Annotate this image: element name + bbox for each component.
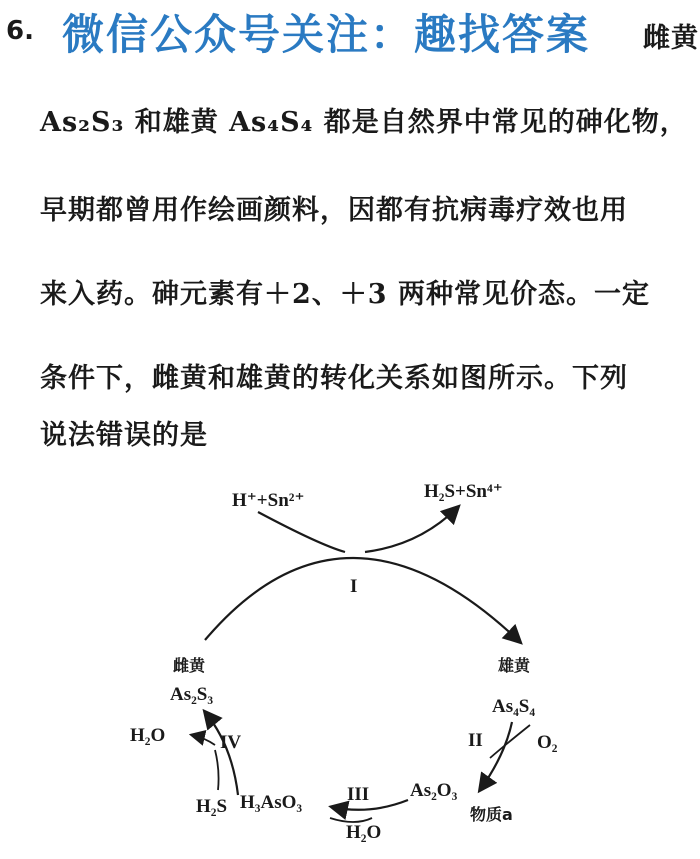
arc-step-IV bbox=[205, 712, 238, 795]
label-step-III: III bbox=[347, 784, 370, 805]
reagent-in-curve bbox=[258, 512, 345, 552]
h2o-left-curve bbox=[192, 735, 215, 745]
question-line-2: As₂S₃ 和雄黄 As₄S₄ 都是自然界中常见的砷化物， bbox=[40, 107, 688, 138]
label-o2: O₂ bbox=[537, 732, 558, 753]
arc-step-II bbox=[480, 722, 512, 790]
label-substance-a: 物质a bbox=[470, 805, 513, 824]
arc-step-III bbox=[332, 800, 408, 810]
reagent-out-curve bbox=[365, 507, 458, 552]
line1-tail: 雌黄 bbox=[643, 23, 699, 54]
label-as2o3: As₂O₃ bbox=[410, 780, 458, 801]
conversion-diagram bbox=[0, 440, 700, 859]
label-cihuang-formula: As₂S₃ bbox=[170, 684, 214, 705]
h2s-curve bbox=[215, 750, 219, 790]
label-step-I: I bbox=[350, 576, 358, 597]
label-xionghuang-name: 雄黄 bbox=[498, 656, 531, 675]
label-h2s: H₂S bbox=[196, 796, 228, 817]
label-h2o-bottom: H₂O bbox=[346, 822, 382, 843]
question-line-5: 条件下，雌黄和雄黄的转化关系如图所示。下列 bbox=[40, 363, 628, 394]
label-xionghuang-formula: As₄S₄ bbox=[492, 696, 536, 717]
label-h3aso3: H₃AsO₃ bbox=[240, 792, 303, 813]
question-line-3: 早期都曾用作绘画颜料，因都有抗病毒疗效也用 bbox=[40, 195, 628, 226]
label-reactants-I: H⁺+Sn²⁺ bbox=[232, 490, 305, 511]
label-step-IV: IV bbox=[220, 732, 242, 753]
arc-step-I bbox=[205, 558, 520, 642]
watermark-text: 微信公众号关注：趣找答案 bbox=[62, 10, 591, 59]
label-products-I: H₂S+Sn⁴⁺ bbox=[424, 481, 503, 502]
label-cihuang-name: 雌黄 bbox=[173, 656, 206, 675]
label-step-II: II bbox=[468, 730, 483, 751]
question-line-6: 说法错误的是 bbox=[40, 420, 208, 451]
label-h2o-left: H₂O bbox=[130, 725, 166, 746]
question-line-4: 来入药。砷元素有＋2、＋3 两种常见价态。一定 bbox=[40, 279, 650, 310]
question-number: 6. bbox=[6, 16, 34, 46]
